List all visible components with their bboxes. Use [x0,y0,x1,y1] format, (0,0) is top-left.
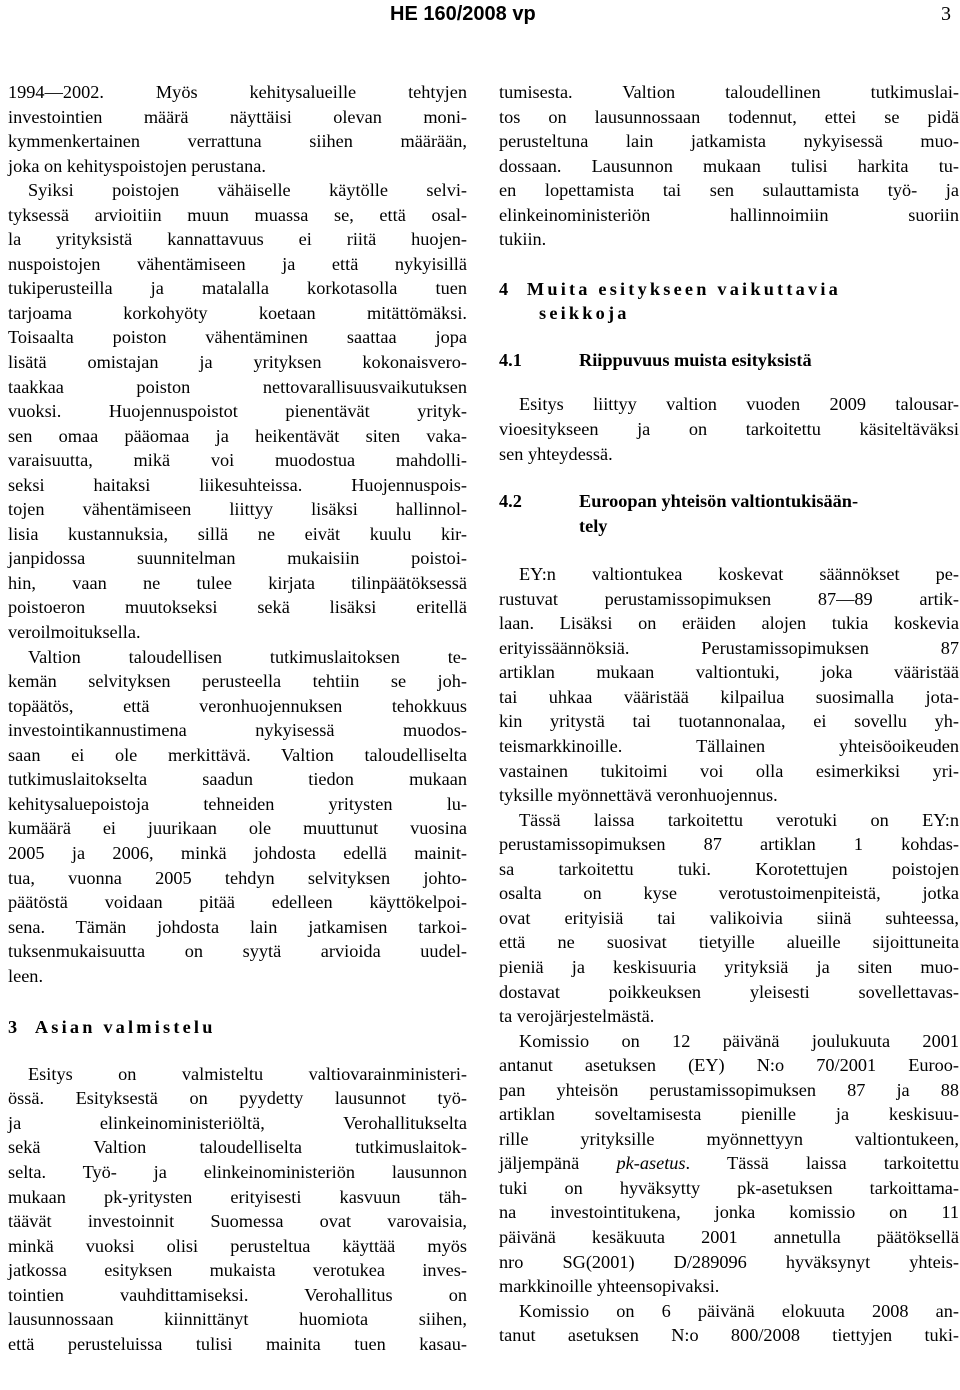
text-line: poistoeron muutokseksi sekä lisäksi eritellä [8,597,467,618]
text-line: dossaan. Lausunnon mukaan tulisi harkita tu- [499,155,959,176]
text-line: investointien määrä näyttäisi olevan moni- [8,106,467,127]
text-line: lausunnossaan kiinnittänyt huomiota siihen, [8,1309,467,1330]
text-line: pan yhteisön perustamissopimuksen 87 ja 88 [499,1079,959,1100]
text-line: Esitys on valmisteltu valtiovarainministeri- [28,1063,467,1084]
text-line: tuki on hyväksytty pk-asetuksen tarkoittama- [499,1177,959,1198]
subsection-heading-4-1 [499,348,959,373]
text-line: tai uhkaa vääristää kilpailua suosimalla jota- [499,686,959,707]
text-line: saan ei ole merkittävä. Valtion taloudelliselta [8,744,467,765]
section-heading-4: 4 Muita esitykseen vaikuttavia [499,278,841,299]
text-line: erityissäännöksiä. Perustamissopimuksen 87 [499,637,959,658]
text-line: lisätä omistajan ja yrityksen kokonaisvero- [8,352,467,373]
text-line: rustuvat perustamissopimuksen 87—89 artik- [499,588,959,609]
text-line: tua, vuonna 2005 tehdyn selvityksen johto- [8,867,467,888]
text-line: Esitys liittyy valtion vuoden 2009 talousar- [519,394,959,415]
text-line: nro SG(2001) D/289096 hyväksynyt yhteis- [499,1251,959,1272]
text-line: pieniä ja keskisuuria yrityksiä ja siten muo- [499,956,959,977]
paragraph-4 [8,1062,467,1357]
paragraph-r4 [499,808,959,1029]
text-line: varaisuutta, mikä voi muodostua mahdolli- [8,450,467,471]
text-line: sekä Valtion taloudelliselta tutkimuslaitok- [8,1137,467,1158]
text-line: tanut asetuksen N:o 800/2008 tiettyjen tuki- [499,1325,959,1346]
text-line: taakkaa poiston nettovarallisuusvaikutuksen [8,376,467,397]
text-line: kemän selvityksen perusteella tehtiin se joh- [8,671,467,692]
text-line: sena. Tämän johdosta lain jatkamisen tarkoi- [8,916,467,937]
text-line: vastainen tukitoimi voi olla esimerkiksi yri- [499,760,959,781]
text-line: topäätös, että veronhuojennuksen tehokkuus [8,695,467,716]
text-line: päätöstä voidaan pitää edelleen käyttökelpoi- [8,892,467,913]
spacer [499,372,959,392]
subsection-title: Riippuvuus muista esityksistä [579,349,812,370]
text-line: perusteltuna lain jatkamista nykyisessä muo- [499,131,959,152]
spacer [8,988,467,1015]
text-line: tukiperusteilla ja matalalla korkotasolla tuen [8,278,467,299]
text-line: markkinoille yhteensopivaksi. [499,1276,720,1297]
right-column [499,80,959,1348]
text-line: elinkeinoministeriön hallinnoimiin suoriin [499,204,959,225]
spacer [499,466,959,489]
text-line: vuoksi. Huojennuspoistot pienentävät yrityk- [8,401,467,422]
text-line: Valtion taloudellisen tutkimuslaitoksen te- [28,646,467,667]
text-line: janpidossa suunnitelman mukaisiin poistoi- [8,548,467,569]
text-line: vioesitykseen ja on tarkoitettu käsiteltäväksi [499,419,959,440]
spacer [499,538,959,562]
text-line: teismarkkinoille. Tällainen yhteisöoikeuden [499,736,959,757]
text-line: sa tarkoitettu tuki. Korotettujen poistojen [499,858,959,879]
text-line: investointikannustimena nykyisessä muodos- [8,720,467,741]
text-line: ovat erityisiä tai valikoivia siinä suhteessa, [499,907,959,928]
text-line: Toisaalta poiston vähentäminen saattaa jopa [8,327,467,348]
text-line: lisia kustannuksia, sillä ne eivät kuulu kir- [8,523,467,544]
section-heading-3: 3 Asian valmistelu [8,1017,216,1038]
text-line: Tässä laissa tarkoitettu verotuki on EY:n [519,809,959,830]
text-line: tyksessä arvioitiin muun muassa se, että osal- [8,204,467,225]
paragraph-1 [8,80,467,178]
text-line: perustamissopimuksen 87 artiklan 1 kohdas- [499,834,959,855]
text-line: että ne suosivat tietyille alueille sijoittuneita [499,932,959,953]
text-line: sen omaa pääomaa ja heikentävät siten vaka- [8,425,467,446]
section-heading-4-cont: seikkoja [539,303,630,324]
text-run: . Tässä laissa tarkoitettu [685,1153,959,1174]
text-line: sen yhteydessä. [499,443,613,464]
subsection-number: 4.1 [499,349,522,370]
text-line: kin yritystä tai tuotannonalaa, ei sovellu yh- [499,711,959,732]
text-line: tuksenmukaisuutta on syytä arvioida uudel- [8,941,467,962]
page-header [0,0,960,30]
italic-term: pk-asetus [616,1153,686,1174]
text-line: antanut asetuksen (EY) N:o 70/2001 Euroo- [499,1055,959,1076]
text-line: laan. Lisäksi on eräiden alojen tukia koskevia [499,613,959,634]
text-line: osalta on kyse verotustoimenpiteistä, jotka [499,883,959,904]
page-number: 3 [941,3,951,25]
text-line: tointien vauhdittamiseksi. Verohallitus on [8,1284,467,1305]
text-line: tarjoama korkohyöty koetaan mitättömäksi. [8,302,467,323]
text-line: hin, vaan ne tulee kirjata tilinpäätöksessä [8,572,467,593]
text-line: Komissio on 6 päivänä elokuuta 2008 an- [519,1300,959,1321]
document-id: HE 160/2008 vp [390,3,536,25]
text-line: tukiin. [499,229,547,250]
subsection-number-spacer [499,514,579,539]
text-line: ta verojärjestelmästä. [499,1006,655,1027]
text-line: että perusteluissa tulisi mainita tuen kasau- [8,1333,467,1354]
paragraph-3 [8,645,467,989]
paragraph-r6 [499,1299,959,1348]
paragraph-r2 [499,392,959,466]
text-line: tyksille myönnettävä veronhuojennus. [499,785,778,806]
text-line: artiklan soveltamisesta pienille ja keskisuu- [499,1104,959,1125]
paragraph-2 [8,178,467,644]
text-line: 1994—2002. Myös kehitysalueille tehtyjen [8,82,467,102]
text-line: ja elinkeinoministeriöltä, Verohallitukselta [8,1112,467,1133]
text-line: veroilmoituksella. [8,622,141,643]
left-column [8,80,467,1356]
text-line: tojen vähentämiseen liittyy lisäksi hallinnol- [8,499,467,520]
text-line: selta. Työ- ja elinkeinoministeriön lausunnon [8,1161,467,1182]
subsection-title: tely [579,515,608,536]
text-line: minkä vuoksi olisi perusteltua käyttää myös [8,1235,467,1256]
text-line: tumisesta. Valtion taloudellinen tutkimuslai- [499,82,959,102]
text-line: mukaan pk-yritysten erityisesti kasvuun täh- [8,1186,467,1207]
text-line: päivänä kesäkuuta 2001 annetulla päätöksellä [499,1226,959,1247]
text-run: jäljempänä [499,1153,617,1174]
text-line: na investointitukena, jonka komissio on 11 [499,1202,959,1223]
subsection-heading-4-2 [499,489,959,514]
text-line: seksi haitaksi liikesuhteissa. Huojennuspois- [8,474,467,495]
text-line: la yrityksistä kannattavuus ei riitä huojen- [8,229,467,250]
text-line: EY:n valtiontukea koskevat säännökset pe- [519,564,959,585]
text-line: en lopettamista tai sen sulauttamista työ- ja [499,180,959,201]
text-line-with-italic [499,1151,959,1176]
text-line: joka on kehityspoistojen perustana. [8,155,266,176]
subsection-title: Euroopan yhteisön valtiontukisään- [579,491,859,512]
subsection-number: 4.2 [499,491,522,512]
text-line: dostavat poikkeuksen yleisesti sovellettavas- [499,981,959,1002]
spacer [499,326,959,348]
paragraph-r5 [499,1029,959,1299]
paragraph-r1 [499,80,959,252]
text-line: jatkossa esityksen mukaista verotukea inves- [8,1260,467,1281]
text-line: kymmenkertainen verrattuna siihen määrään, [8,131,467,152]
text-line: tos on lausunnossaan todennut, ettei se pidä [499,106,959,127]
text-line: Komissio on 12 päivänä joulukuuta 2001 [519,1030,959,1051]
text-line: kumäärä ei juurikaan ole muuttunut vuosina [8,818,467,839]
text-line: 2005 ja 2006, minkä johdosta edellä mainit- [8,842,467,863]
text-line: Syiksi poistojen vähäiselle käytölle selvi- [28,180,467,201]
text-line: artiklan mukaan valtiontuki, joka vääristää [499,662,959,683]
text-line: össä. Esityksestä on pyydetty lausunnot työ- [8,1088,467,1109]
text-line: tutkimuslaitokselta saadun tiedon mukaan [8,769,467,790]
spacer [499,252,959,277]
spacer [8,1040,467,1062]
subsection-heading-4-2-cont [499,514,959,539]
text-line: kehitysaluepoistoja tehneiden yritysten lu- [8,793,467,814]
paragraph-r3 [499,562,959,807]
text-line: nuspoistojen vähentämiseen ja että nykyisillä [8,253,467,274]
text-line: rille yrityksille myönnettyyn valtiontukeen, [499,1128,959,1149]
text-line: täävät investoinnit Suomessa ovat varovaisia, [8,1211,467,1232]
text-line: leen. [8,965,44,986]
